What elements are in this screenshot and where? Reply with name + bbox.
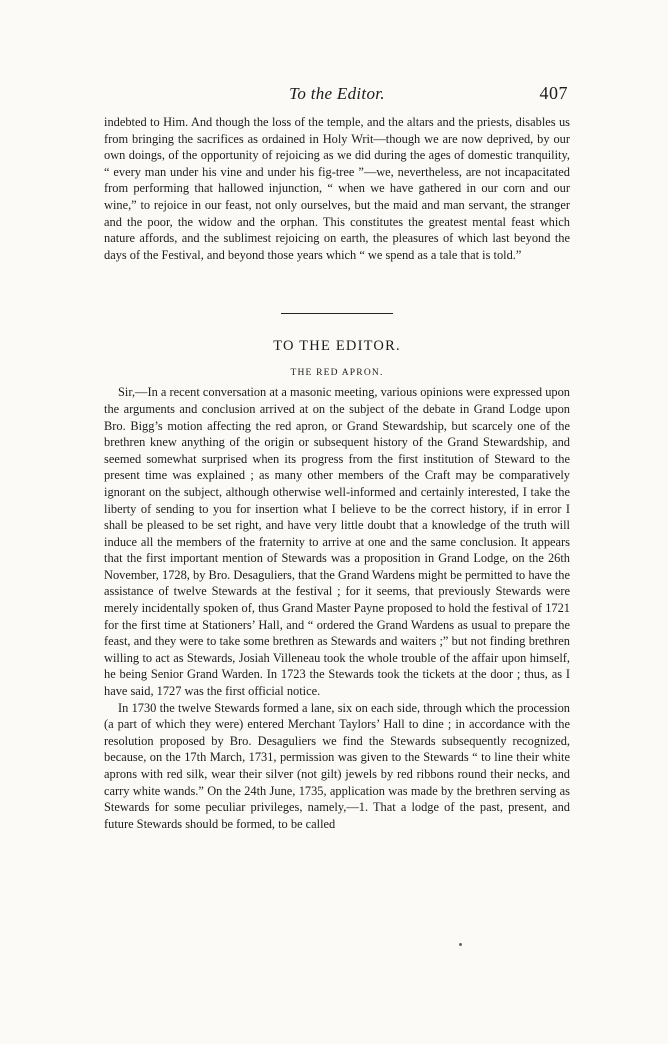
letter-heading: TO THE EDITOR. bbox=[273, 338, 401, 355]
running-head bbox=[104, 84, 570, 114]
book-page bbox=[104, 84, 570, 832]
previous-article-closing-paragraph: indebted to Him. And though the loss of the temple, and the altars and the priests, disables us from bringing the sacrifices as ordained in Holy Writ—though we are now deprived, by our own doings, of the opportunity of rejoicing as we did during the ages of domestic tranquility, “ every man under his vine and under his fig-tree ”—we, nevertheless, are not incapacitated from performing that hallowed injunction, “ when we have gathered in our corn and our wine,” to rejoice in our feast, not only ourselves, but the maid and man servant, the stranger and the poor, the widow and the orphan. This constitutes the greatest mental feast which nature affords, and the sublimest rejoicing on earth, the pleasures of which last beyond the days of the Festival, and beyond those years which “ we spend as a tale that is told.” bbox=[104, 115, 570, 262]
letter-subheading: THE RED APRON. bbox=[290, 368, 384, 379]
printer-mark bbox=[459, 943, 462, 946]
running-title: To the Editor. bbox=[289, 84, 385, 103]
page-number: 407 bbox=[539, 83, 568, 103]
letter-paragraph: In 1730 the twelve Stewards formed a lane, six on each side, through which the procession (a part of which they were) entered Merchant Taylors’ Hall to dine ; in accordance with the resolution proposed by Bro. Desaguliers we find the Stewards subsequently recognized, because, on the 17th March, 1731, permission was given to the Stewards “ to line their white aprons with red silk, wear their silver (not gilt) jewels by red ribbons round their necks, and carry white wands.” On the 24th June, 1735, application was made by the brethren serving as Stewards for some peculiar privileges, namely,—1. That a lodge of the past, present, and future Stewards should be formed, to be called bbox=[104, 700, 570, 831]
letter-paragraph: Sir,—In a recent conversation at a masonic meeting, various opinions were expressed upon the arguments and conclusion arrived at on the subject of the debate in Grand Lodge upon Bro. Bigg’s motion affecting the red apron, or Grand Stewardship, but scarcely one of the brethren knew anything of the origin or subsequent history of the Grand Stewardship, and seemed somewhat surprised when its progress from the first institution of Steward to the present time was explained ; as many other members of the Craft may be comparatively ignorant on the subject, although otherwise well-informed and certainly interested, I take the liberty of sending to you for insertion what I believe to be the correct history, if in error I shall be pleased to be set right, and have very little doubt that a knowledge of the truth will induce all the members of the fraternity to arrive at one and the same conclusion. It appears that the first important mention of Stewards was a proposition in Grand Lodge, on the 26th November, 1728, by Bro. Desaguliers, that the Grand Wardens might be permitted to have the assistance of twelve Stewards at the festival ; for it seems, that previously Stewards were merely incidentally spoken of, thus Grand Master Payne proposed to hold the festival of 1721 for the first time at Stationers’ Hall, and “ ordered the Grand Wardens as usual to prepare the feast, and they were to take some brethren as Stewards and waiters ;” but not finding brethren willing to act as Stewards, Josiah Villeneau took the whole trouble of the affair upon himself, he being Senior Grand Warden. In 1723 the Stewards took the tickets at the door ; thus, as I have said, 1727 was the first official notice. bbox=[104, 385, 570, 699]
section-divider bbox=[281, 313, 393, 314]
